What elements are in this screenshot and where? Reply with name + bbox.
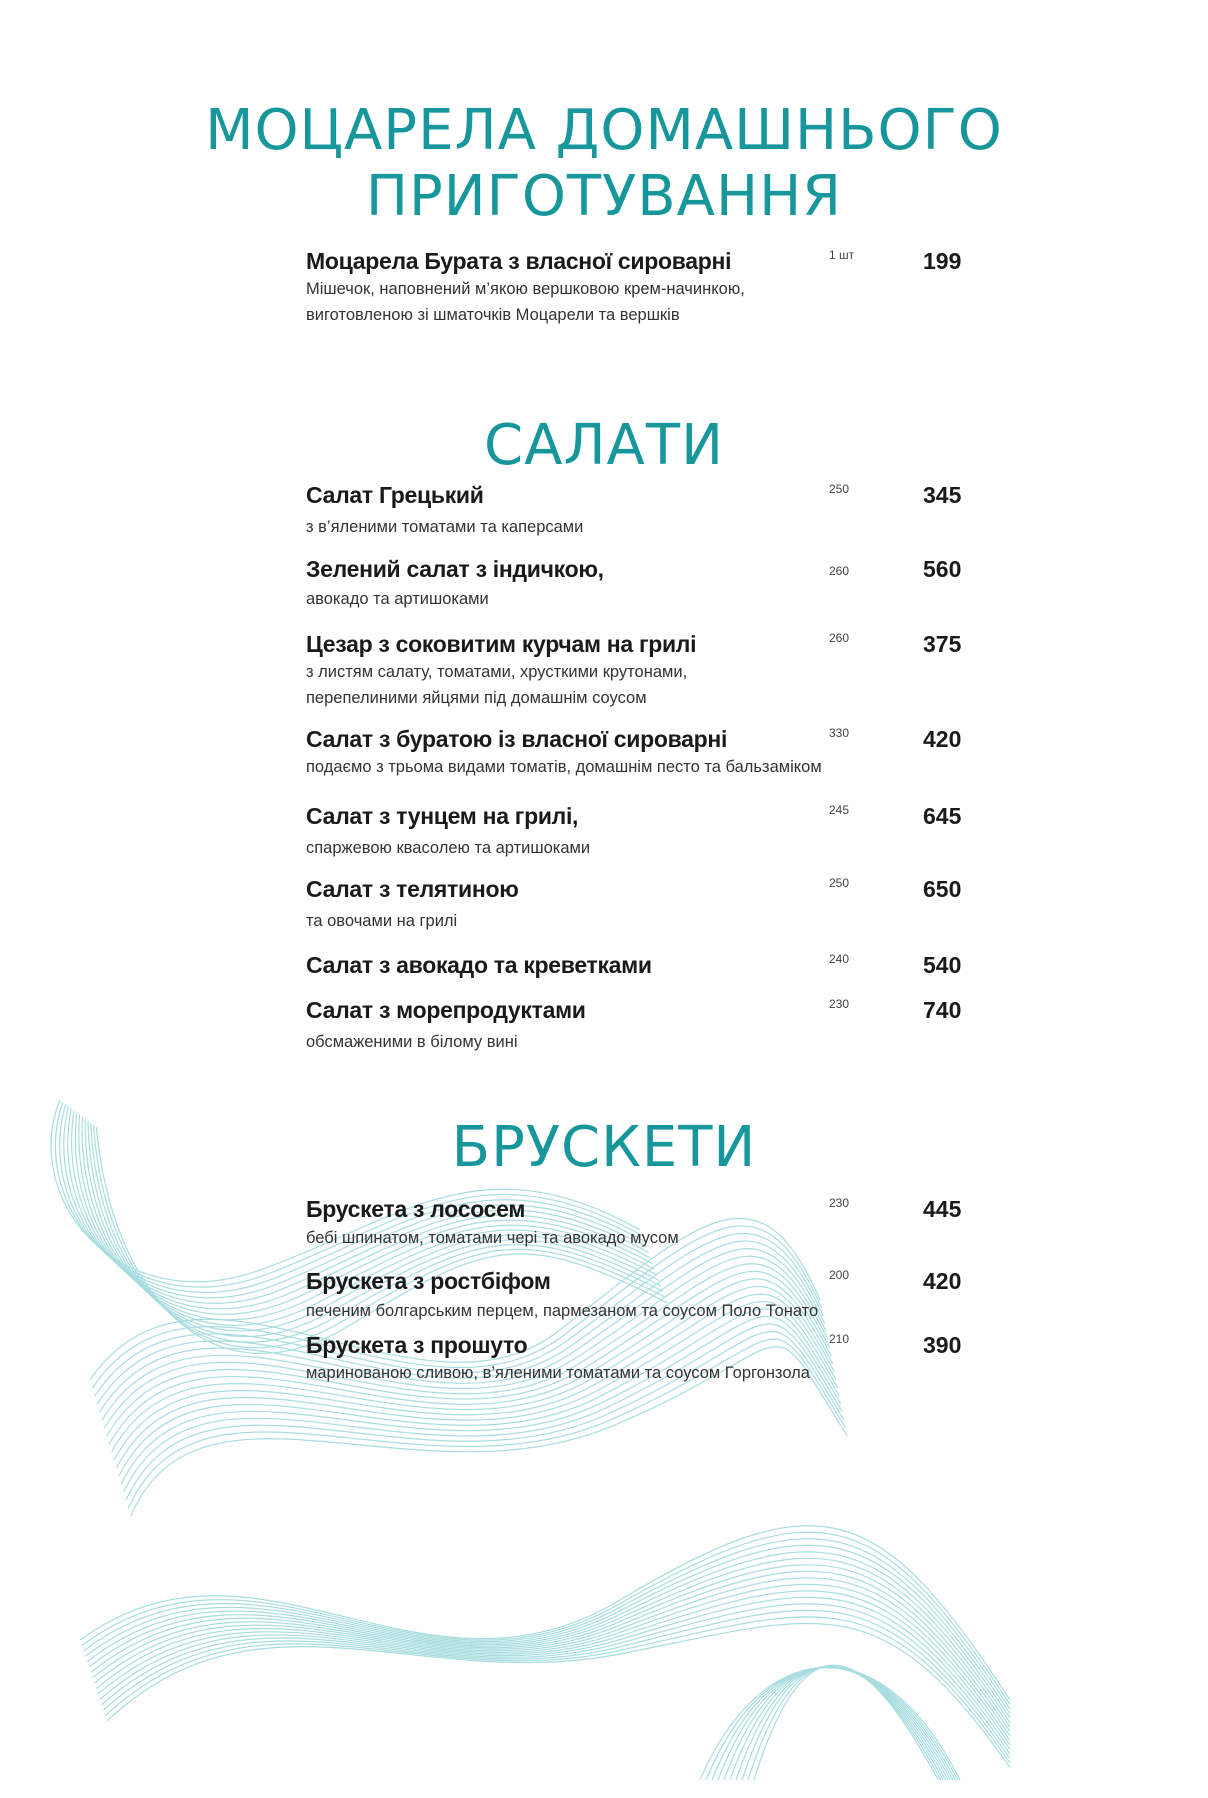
menu-item <box>306 554 962 612</box>
item-weight: 330 <box>829 726 850 740</box>
item-weight: 230 <box>829 997 850 1011</box>
menu-item <box>306 480 962 540</box>
item-description: виготовленою зі шматочків Моцарели та вершків <box>306 306 680 324</box>
item-weight: 240 <box>829 952 850 966</box>
item-weight: 230 <box>829 1196 850 1210</box>
item-price: 445 <box>923 1196 962 1222</box>
menu-item <box>306 874 962 934</box>
item-weight: 250 <box>829 482 850 496</box>
item-description: бебі шпинатом, томатами чері та авокадо мусом <box>306 1229 679 1247</box>
item-weight: 1 шт <box>829 248 855 262</box>
item-name: Салат з телятиною <box>306 876 519 902</box>
section-title-line: САЛАТИ <box>484 413 724 478</box>
menu-item <box>306 629 962 711</box>
item-price: 645 <box>923 803 962 829</box>
item-description: з листям салату, томатами, хрусткими крутонами, <box>306 663 688 681</box>
item-weight: 260 <box>829 631 850 645</box>
section-title-line: МОЦАРЕЛА ДОМАШНЬОГО <box>205 98 1003 163</box>
item-price: 390 <box>923 1332 962 1358</box>
item-name: Цезар з соковитим курчам на грилі <box>306 631 697 657</box>
item-weight: 200 <box>829 1268 850 1282</box>
item-price: 420 <box>923 726 962 752</box>
item-price: 199 <box>923 248 962 274</box>
item-description: Мішечок, наповнений м’якою вершковою крем-начинкою, <box>306 280 745 298</box>
item-description: перепелиними яйцями під домашнім соусом <box>306 689 647 707</box>
item-price: 420 <box>923 1268 962 1294</box>
item-name: Салат з тунцем на грилі, <box>306 803 579 829</box>
menu-item <box>306 724 962 780</box>
item-weight: 245 <box>829 803 850 817</box>
item-description: авокадо та артишоками <box>306 590 489 608</box>
section-title-line: БРУСКЕТИ <box>451 1115 757 1180</box>
section-title-line: ПРИГОТУВАННЯ <box>365 164 843 229</box>
menu-item <box>306 1330 962 1386</box>
item-description: та овочами на грилі <box>306 912 458 930</box>
item-description: подаємо з трьома видами томатів, домашнім песто та бальзаміком <box>306 758 822 776</box>
item-weight: 260 <box>829 564 850 578</box>
item-name: Моцарела Бурата з власної сироварні <box>306 248 732 274</box>
section-title-salads <box>0 413 1208 479</box>
item-name: Брускета з прошуто <box>306 1332 528 1358</box>
item-price: 345 <box>923 482 962 508</box>
item-price: 650 <box>923 876 962 902</box>
menu-item <box>306 995 962 1055</box>
item-name: Салат з буратою із власної сироварні <box>306 726 728 752</box>
item-price: 375 <box>923 631 962 657</box>
item-price: 740 <box>923 997 962 1023</box>
item-description: маринованою сливою, в’яленими томатами та соусом Горгонзола <box>306 1364 810 1382</box>
menu-item <box>306 801 962 861</box>
item-name: Салат Грецький <box>306 482 484 508</box>
section-title-mozzarella <box>0 98 1208 230</box>
item-description: обсмаженими в білому вині <box>306 1033 518 1051</box>
item-description: печеним болгарським перцем, пармезаном та соусом Поло Тонато <box>306 1302 819 1320</box>
menu-item <box>306 1194 962 1251</box>
item-name: Салат з морепродуктами <box>306 997 586 1023</box>
item-weight: 250 <box>829 876 850 890</box>
item-name: Зелений салат з індичкою, <box>306 556 604 582</box>
item-description: з в’яленими томатами та каперсами <box>306 518 584 536</box>
menu-item <box>306 246 962 328</box>
item-price: 540 <box>923 952 962 978</box>
item-weight: 210 <box>829 1332 850 1346</box>
item-description: спаржевою квасолею та артишоками <box>306 839 591 857</box>
item-name: Брускета з лососем <box>306 1196 526 1222</box>
item-name: Брускета з ростбіфом <box>306 1268 551 1294</box>
item-price: 560 <box>923 556 962 582</box>
item-name: Салат з авокадо та креветками <box>306 952 652 978</box>
menu-item <box>306 1266 962 1324</box>
section-title-bruschetta <box>0 1115 1208 1181</box>
menu-item <box>306 950 962 980</box>
